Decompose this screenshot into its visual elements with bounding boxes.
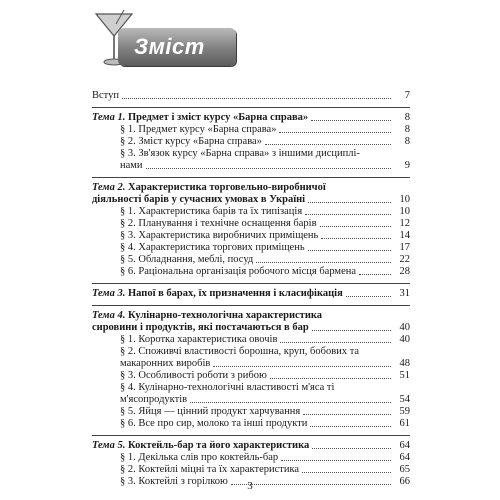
topic-label: Тема 5. [92,440,126,451]
leader-dots [213,366,391,367]
section-divider [92,283,410,284]
toc-item-label: § 1. Характеристика барів та їх типізація [120,206,303,217]
toc-item[interactable] [92,124,410,136]
toc-topic[interactable] [92,310,410,322]
topic-title: Предмет і зміст курсу «Барна справа» [128,112,309,123]
toc-item[interactable] [92,218,410,230]
toc-item[interactable] [92,148,410,160]
toc-item-label: § 3. Особливості роботи з рибою [120,370,267,381]
toc-item[interactable] [92,160,410,172]
toc-page-number: 65 [399,464,410,475]
leader-dots [310,426,391,427]
toc-item-label: § 3. Зв'язок курсу «Барна справа» з іншими дисциплі- [120,148,360,159]
toc-item[interactable] [92,136,410,148]
toc-topic[interactable] [92,182,410,194]
leader-dots [346,296,391,297]
toc-topic[interactable] [92,440,410,452]
topic-label: Тема 2. [92,182,126,193]
toc-item[interactable] [92,346,410,358]
toc-page-number: 10 [399,194,410,205]
toc-item-label: § 6. Все про сир, молоко та інші продукти [120,418,308,429]
toc-page-number: 12 [399,218,410,229]
toc-item-label: § 2. Споживчі властивості борошна, круп, бобових та [120,346,360,357]
toc-topic[interactable] [92,322,410,334]
leader-dots [279,132,391,133]
leader-dots [312,330,391,331]
toc-page-number: 22 [399,254,410,265]
toc-page-number: 8 [404,112,410,123]
toc-item-label: § 1. Декілька слів про коктейль-бар [120,452,279,463]
toc-item[interactable] [92,464,410,476]
toc-page-number: 61 [399,418,410,429]
toc-item[interactable] [92,406,410,418]
toc-item-label: § 1. Коротка характеристика овочів [120,334,278,345]
topic-title: Коктейль-бар та його характеристика [128,440,310,451]
toc-page-number: 54 [399,394,410,405]
leader-dots [320,226,391,227]
toc-item[interactable] [92,334,410,346]
page-number: 3 [247,480,253,492]
toc-page-number: 7 [404,90,410,101]
leader-dots [270,378,391,379]
toc-page-number: 40 [399,322,410,333]
toc-item-label: § 3. Характеристика виробничих приміщень [120,230,319,241]
leader-dots [303,414,391,415]
toc-item-label: § 2. Планування і технічне оснащення барів [120,218,317,229]
leader-dots [281,460,391,461]
toc-page-number: 64 [399,440,410,451]
toc-item-label: § 2. Коктейлі міцні та їх характеристика [120,464,300,475]
leader-dots [305,214,391,215]
toc-item-label: § 2. Зміст курсу «Барна справа» [120,136,262,147]
toc-page-number: 48 [399,358,410,369]
leader-dots [359,274,391,275]
toc-page-number: 10 [399,206,410,217]
toc-page-number: 40 [399,334,410,345]
leader-dots [311,120,391,121]
topic-label: Тема 3. [92,288,126,299]
toc-item[interactable] [92,418,410,430]
section-divider [92,107,410,108]
table-of-contents [92,90,410,488]
leader-dots [308,202,391,203]
toc-item-label: нами [120,160,143,171]
toc-page-number: 51 [399,370,410,381]
topic-title: діяльності барів у сучасних умовах в Україні [92,194,306,205]
toc-item[interactable] [92,358,410,370]
leader-dots [308,250,391,251]
toc-item[interactable] [92,206,410,218]
leader-dots [265,144,391,145]
topic-label: Тема 1. [92,112,126,123]
toc-page-number: 8 [404,124,410,135]
toc-item[interactable] [92,266,410,278]
leader-dots [122,98,391,99]
toc-page-number: 8 [404,136,410,147]
section-divider [92,435,410,436]
topic-title: Характеристика торговельно-виробничої [128,182,326,193]
toc-item-label: § 4. Кулінарно-технологічні властивості м'яса ті [120,382,335,393]
toc-page-number: 28 [399,266,410,277]
leader-dots [256,262,391,263]
toc-page-number: 9 [404,160,410,171]
toc-item-label: § 5. Яйця — цінний продукт харчування [120,406,301,417]
toc-item[interactable] [92,242,410,254]
topic-title: Напої в барах, їх призначення і класифікація [128,288,343,299]
section-divider [92,305,410,306]
leader-dots [312,448,391,449]
toc-topic[interactable] [92,194,410,206]
toc-item-label: § 6. Раціональна організація робочого місця бармена [120,266,357,277]
leader-dots [146,168,391,169]
toc-page-number: 64 [399,452,410,463]
topic-title: Кулінарно-технологічна характеристика [128,310,323,321]
toc-topic[interactable] [92,288,410,300]
toc-page-number: 31 [399,288,410,299]
toc-intro[interactable] [92,90,410,102]
toc-page-number: 66 [399,476,410,487]
toc-item-label: § 4. Характеристика торгових приміщень [120,242,305,253]
toc-page-number: 14 [399,230,410,241]
leader-dots [302,472,391,473]
toc-item-label: § 5. Обладнання, меблі, посуд [120,254,254,265]
leader-dots [190,402,391,403]
toc-item[interactable] [92,382,410,394]
toc-page-number: 17 [399,242,410,253]
toc-item-label: § 1. Предмет курсу «Барна справа» [120,124,277,135]
toc-item[interactable] [92,452,410,464]
section-divider [92,177,410,178]
page-title: Зміст [134,34,205,59]
toc-item-label: макаронних виробів [120,358,211,369]
toc-item[interactable] [92,230,410,242]
leader-dots [280,342,391,343]
leader-dots [321,238,391,239]
toc-item[interactable] [92,394,410,406]
toc-item-label: § 3. Коктейлі з горілкою [120,476,228,487]
toc-page-number: 59 [399,406,410,417]
toc-item[interactable] [92,254,410,266]
contents-header [88,8,238,74]
toc-item-label: м'ясопродуктів [120,394,188,405]
toc-item[interactable] [92,370,410,382]
toc-entry-label: Вступ [92,90,119,101]
toc-topic[interactable] [92,112,410,124]
topic-title: сировини і продуктів, які постачаються в бар [92,322,309,333]
topic-label: Тема 4. [92,310,126,321]
